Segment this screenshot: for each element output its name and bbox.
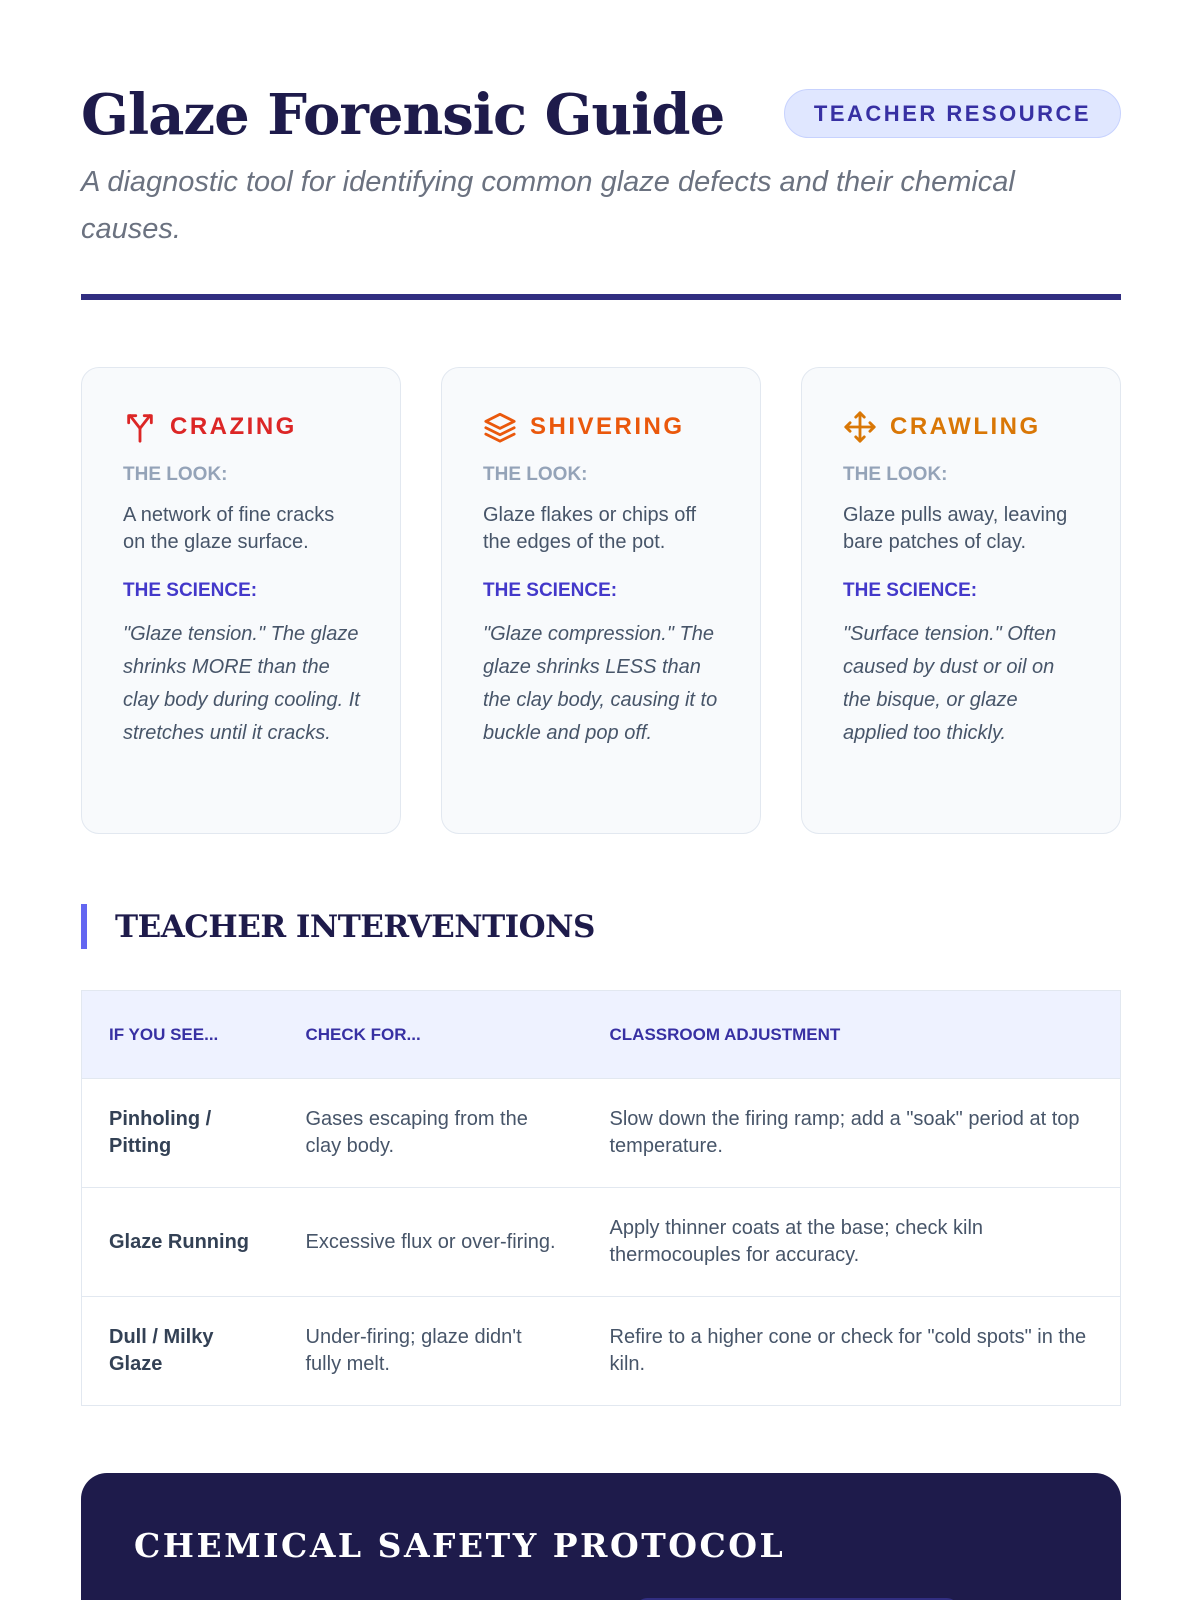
layers-icon	[483, 410, 517, 444]
defect-title: SHIVERING	[530, 413, 685, 440]
section-title: TEACHER INTERVENTIONS	[115, 908, 595, 945]
defect-card-crawling	[801, 367, 1121, 834]
column-header: IF YOU SEE...	[82, 991, 279, 1079]
table-cell: Gases escaping from the clay body.	[279, 1079, 583, 1188]
table-cell: Under-firing; glaze didn't fully melt.	[279, 1297, 583, 1406]
safety-title: CHEMICAL SAFETY PROTOCOL	[134, 1526, 786, 1565]
table-cell: Excessive flux or over-firing.	[279, 1188, 583, 1297]
table-cell: Pinholing / Pitting	[82, 1079, 279, 1188]
defect-title: CRAWLING	[890, 413, 1041, 440]
table-header-row	[82, 991, 1121, 1079]
look-label: THE LOOK:	[843, 464, 948, 485]
defect-card-crazing	[81, 367, 401, 834]
science-text: "Glaze compression." The glaze shrinks LESS than the clay body, causing it to buckle and pop off.	[483, 623, 718, 744]
table-row	[82, 1079, 1121, 1188]
column-header: CHECK FOR...	[279, 991, 583, 1079]
move-arrows-icon	[843, 410, 877, 444]
science-label: THE SCIENCE:	[843, 580, 978, 601]
table-cell: Refire to a higher cone or check for "cold spots" in the kiln.	[583, 1297, 1121, 1406]
header	[81, 80, 1121, 150]
page-subtitle: A diagnostic tool for identifying common glaze defects and their chemical causes.	[81, 166, 1015, 245]
defect-cards	[81, 367, 1121, 834]
table-row	[82, 1297, 1121, 1406]
table-cell: Dull / Milky Glaze	[82, 1297, 279, 1406]
split-arrows-icon	[123, 410, 157, 444]
look-label: THE LOOK:	[483, 464, 588, 485]
interventions-heading	[81, 904, 595, 949]
table-cell: Glaze Running	[82, 1188, 279, 1297]
teacher-resource-badge: TEACHER RESOURCE	[784, 89, 1121, 138]
look-label: THE LOOK:	[123, 464, 228, 485]
defect-card-shivering	[441, 367, 761, 834]
column-header: CLASSROOM ADJUSTMENT	[583, 991, 1121, 1079]
science-text: "Glaze tension." The glaze shrinks MORE than the clay body during cooling. It stretches until it cracks.	[123, 623, 360, 744]
header-divider	[81, 294, 1121, 300]
science-label: THE SCIENCE:	[483, 580, 618, 601]
look-text: Glaze pulls away, leaving bare patches of clay.	[843, 504, 1068, 553]
science-text: "Surface tension." Often caused by dust or oil on the bisque, or glaze applied too thickly.	[843, 623, 1057, 744]
look-text: A network of fine cracks on the glaze surface.	[123, 504, 335, 553]
safety-protocol-panel	[81, 1473, 1121, 1600]
table-cell: Apply thinner coats at the base; check kiln thermocouples for accuracy.	[583, 1188, 1121, 1297]
table-cell: Slow down the firing ramp; add a "soak" period at top temperature.	[583, 1079, 1121, 1188]
interventions-table	[81, 990, 1121, 1406]
page-title: Glaze Forensic Guide	[81, 82, 725, 148]
section-accent-bar	[81, 904, 87, 949]
science-label: THE SCIENCE:	[123, 580, 258, 601]
look-text: Glaze flakes or chips off the edges of the pot.	[483, 504, 697, 553]
defect-title: CRAZING	[170, 413, 297, 440]
table-row	[82, 1188, 1121, 1297]
